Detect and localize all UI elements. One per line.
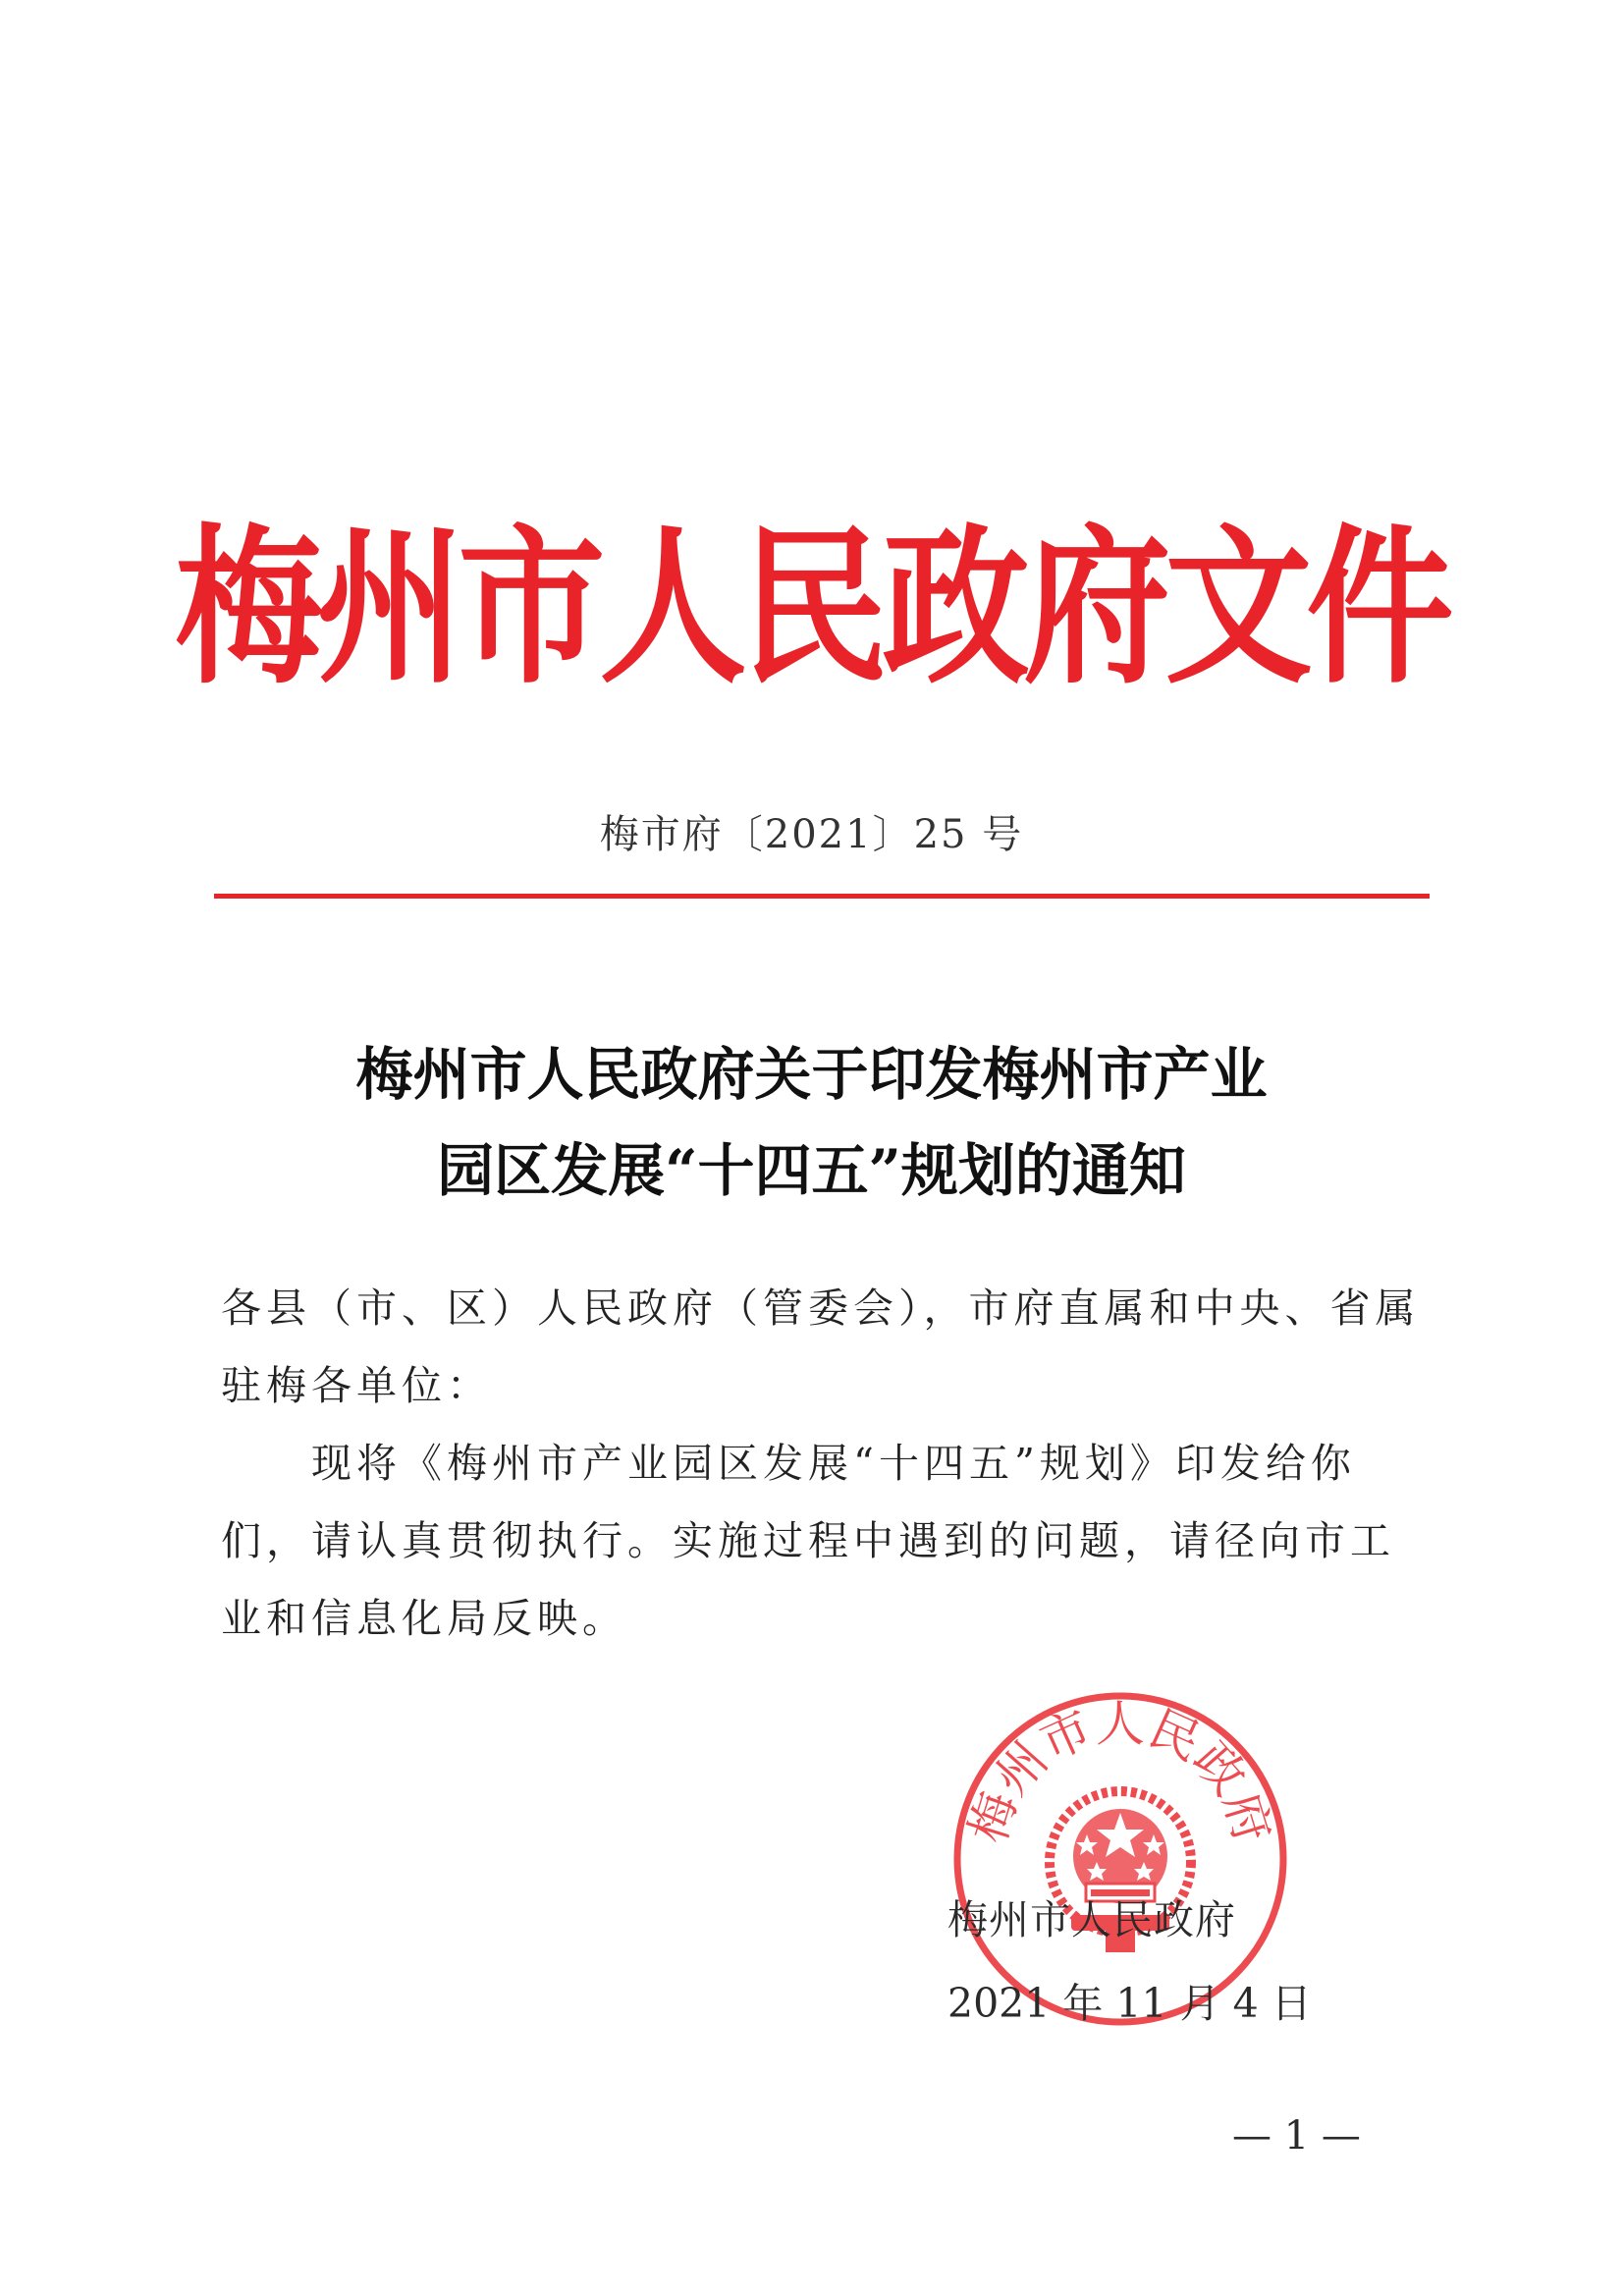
seal-text: 梅州市人民政府: [958, 1695, 1282, 1850]
issuer-signature: 梅州市人民政府: [947, 1896, 1236, 1943]
document-title: [0, 1026, 1623, 1219]
red-separator-line: [214, 894, 1430, 899]
document-number: 梅市府〔2021〕25 号: [599, 812, 1024, 857]
page-number: — 1 —: [1232, 2113, 1361, 2159]
document-masthead: 梅州市人民政府文件: [175, 510, 1448, 708]
document-body: [221, 1270, 1429, 1658]
title-line-2: 园区发展“十四五”规划的通知: [437, 1137, 1186, 1204]
signature-date: 2021 年 11 月 4 日: [947, 1980, 1312, 2027]
recipients-paragraph: 各县（市、区）人民政府（管委会），市府直属和中央、省属驻梅各单位：: [221, 1285, 1421, 1409]
body-paragraph: 现将《梅州市产业园区发展“十四五”规划》印发给你们，请认真贯彻执行。实施过程中遇到的问题，请径向市工业和信息化局反映。: [221, 1440, 1395, 1642]
title-line-1: 梅州市人民政府关于印发梅州市产业: [355, 1041, 1268, 1108]
